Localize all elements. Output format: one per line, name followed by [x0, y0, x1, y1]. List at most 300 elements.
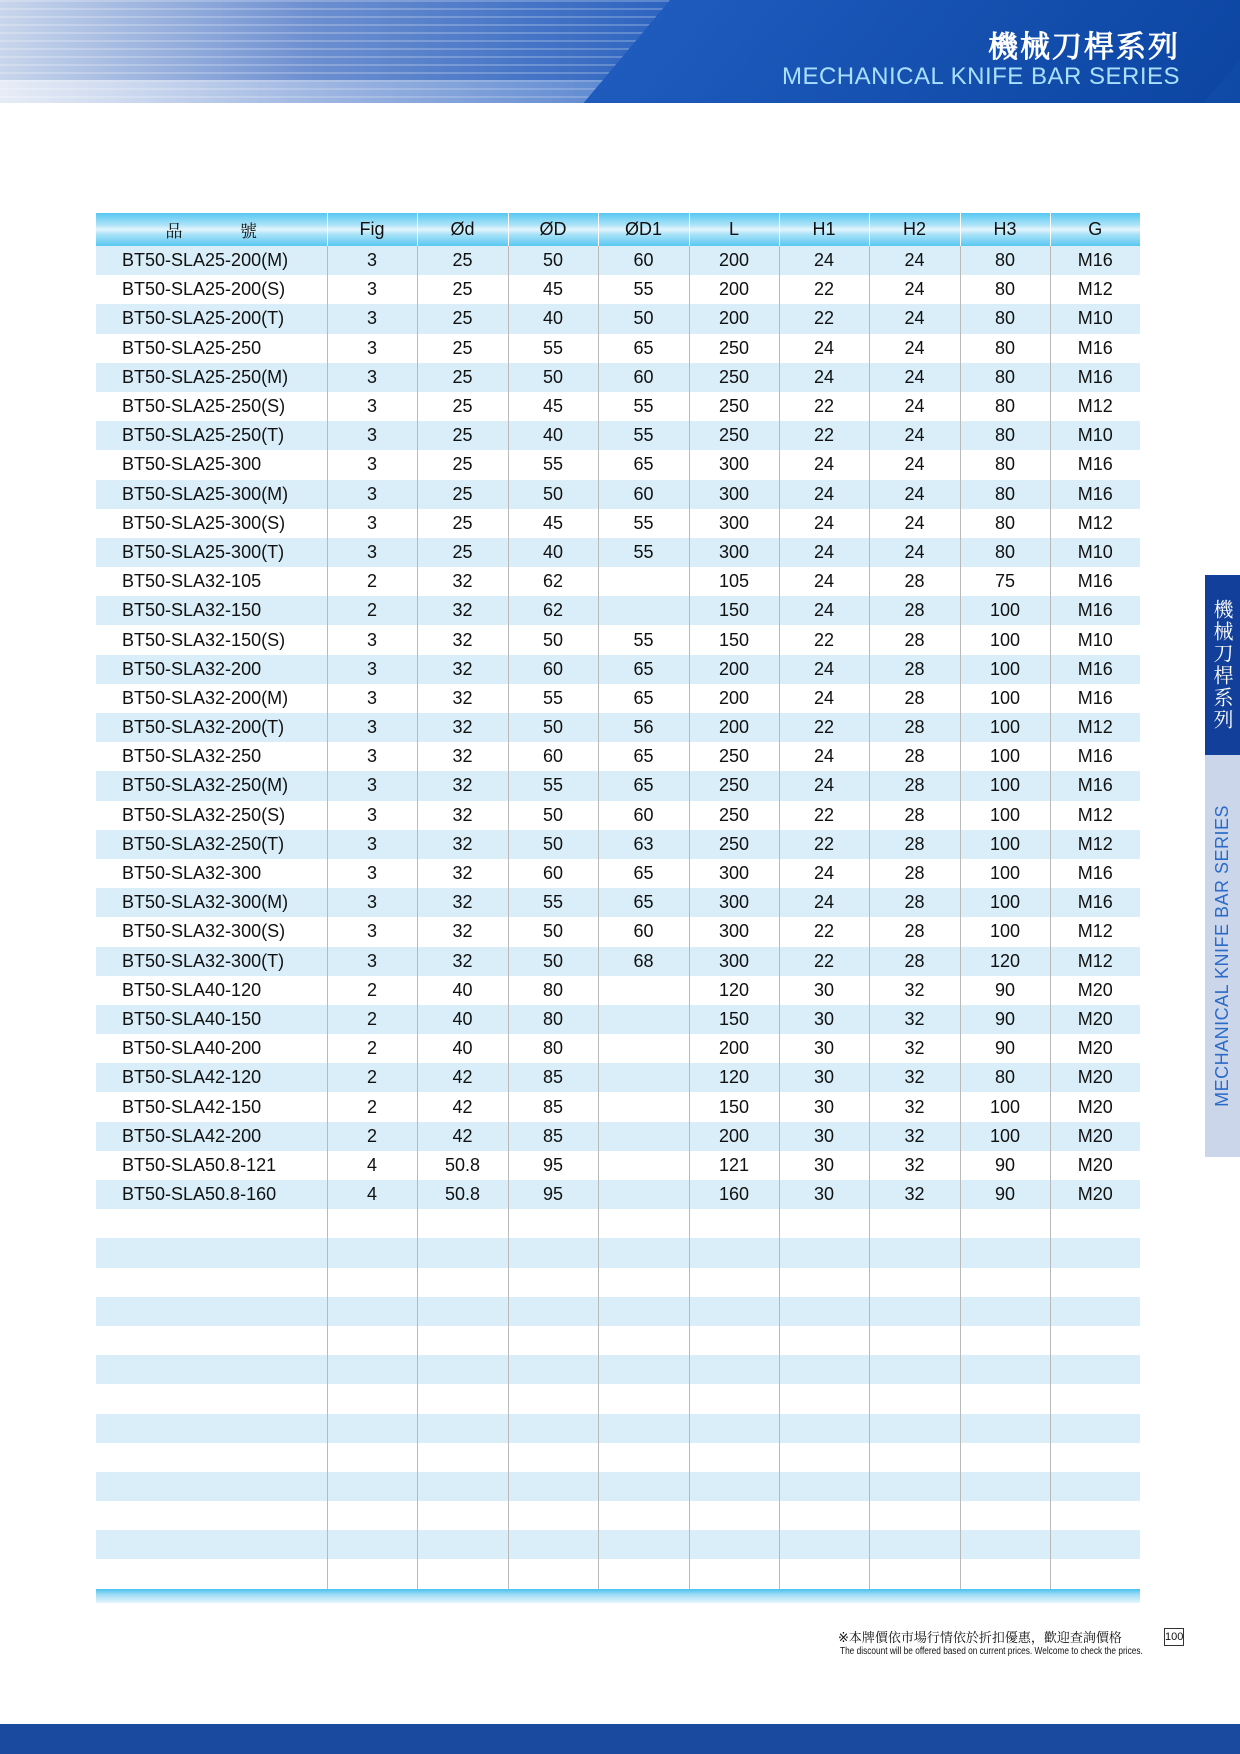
table-cell: 32 [869, 1151, 960, 1180]
table-cell: 55 [598, 509, 689, 538]
table-cell: 24 [869, 392, 960, 421]
part-number-cell: BT50-SLA32-300(T) [96, 947, 327, 976]
table-cell: 45 [508, 275, 598, 304]
part-number-cell: BT50-SLA50.8-121 [122, 1154, 277, 1175]
table-cell: 28 [869, 567, 960, 596]
table-cell: 24 [779, 684, 869, 713]
empty-cell [779, 1355, 869, 1384]
table-cell: 24 [779, 509, 869, 538]
table-cell: M16 [1050, 246, 1140, 275]
table-row [96, 859, 1140, 888]
empty-table-row [96, 1355, 1140, 1384]
table-body [96, 246, 1140, 1589]
table-cell: 65 [598, 655, 689, 684]
table-cell: M20 [1050, 1034, 1140, 1063]
table-row [96, 684, 1140, 713]
table-cell: 32 [869, 1180, 960, 1209]
table-cell: 68 [598, 947, 689, 976]
table-row [96, 1063, 1140, 1092]
empty-cell [1050, 1443, 1140, 1472]
table-row [96, 742, 1140, 771]
table-cell: 90 [960, 1151, 1050, 1180]
part-number-cell: BT50-SLA25-300 [122, 454, 262, 475]
part-number-cell: BT50-SLA32-150(S) [122, 629, 286, 650]
table-cell: 24 [869, 509, 960, 538]
table-cell: 3 [327, 538, 417, 567]
table-cell: M20 [1050, 1122, 1140, 1151]
table-cell: 24 [779, 334, 869, 363]
part-number-cell: BT50-SLA42-200 [96, 1122, 327, 1151]
table-cell: 65 [598, 859, 689, 888]
table-cell [598, 567, 689, 596]
table-cell: 55 [598, 625, 689, 654]
part-number-cell: BT50-SLA42-150 [122, 1096, 262, 1117]
table-cell: 100 [960, 1092, 1050, 1121]
table-cell: 2 [327, 596, 417, 625]
empty-cell [689, 1384, 779, 1413]
empty-cell [598, 1297, 689, 1326]
table-cell: 200 [689, 655, 779, 684]
empty-cell [869, 1501, 960, 1530]
empty-cell [960, 1297, 1050, 1326]
empty-cell [417, 1297, 508, 1326]
header-title-en: MECHANICAL KNIFE BAR SERIES [781, 63, 1180, 90]
price-note-zh: ※本牌價依市場行情依於折扣優惠，歡迎查詢價格 [838, 1631, 1122, 1646]
table-cell: 95 [508, 1180, 598, 1209]
table-cell: 22 [779, 421, 869, 450]
table-cell: 2 [327, 1005, 417, 1034]
table-cell: 28 [869, 625, 960, 654]
table-cell: 50.8 [417, 1151, 508, 1180]
empty-cell [1050, 1297, 1140, 1326]
table-row [96, 1034, 1140, 1063]
empty-cell [96, 1268, 327, 1297]
spec-table [96, 213, 1140, 1589]
table-cell: 3 [327, 392, 417, 421]
empty-cell [598, 1443, 689, 1472]
table-cell: 250 [689, 742, 779, 771]
part-number-cell: BT50-SLA42-120 [96, 1063, 327, 1092]
empty-table-row [96, 1268, 1140, 1297]
table-row [96, 596, 1140, 625]
table-cell: 80 [960, 480, 1050, 509]
table-cell: 32 [869, 1122, 960, 1151]
table-row [96, 1005, 1140, 1034]
table-cell: 30 [779, 1180, 869, 1209]
empty-cell [869, 1384, 960, 1413]
table-bottom-bar [96, 1589, 1140, 1603]
table-cell: 100 [960, 596, 1050, 625]
empty-cell [327, 1443, 417, 1472]
table-cell: 24 [779, 363, 869, 392]
table-cell: 62 [508, 596, 598, 625]
empty-cell [1050, 1414, 1140, 1443]
table-cell: 250 [689, 392, 779, 421]
part-number-cell: BT50-SLA40-200 [122, 1038, 262, 1059]
empty-cell [508, 1209, 598, 1238]
empty-cell [417, 1501, 508, 1530]
table-cell: 3 [327, 480, 417, 509]
table-cell: 32 [869, 1092, 960, 1121]
table-cell: 50 [508, 917, 598, 946]
table-cell: 22 [779, 947, 869, 976]
table-cell: 28 [869, 713, 960, 742]
empty-cell [96, 1559, 327, 1588]
part-number-cell: BT50-SLA25-250(T) [96, 421, 327, 450]
empty-cell [96, 1355, 327, 1384]
table-cell: 55 [598, 538, 689, 567]
table-cell: 25 [417, 538, 508, 567]
empty-cell [96, 1209, 327, 1238]
column-header: H2 [869, 213, 960, 246]
table-cell: 80 [508, 1005, 598, 1034]
part-number-cell: BT50-SLA25-200(M) [96, 246, 327, 275]
column-header: ØD1 [598, 213, 689, 246]
table-cell: M12 [1050, 713, 1140, 742]
table-cell: 3 [327, 684, 417, 713]
table-cell: 80 [960, 392, 1050, 421]
empty-cell [96, 1297, 327, 1326]
table-cell: 100 [960, 742, 1050, 771]
column-header: ØD [508, 213, 598, 246]
table-cell: 65 [598, 334, 689, 363]
table-cell: 3 [327, 334, 417, 363]
table-row [96, 304, 1140, 333]
table-cell: M12 [1050, 509, 1140, 538]
table-cell: 60 [508, 742, 598, 771]
empty-cell [417, 1209, 508, 1238]
table-row [96, 976, 1140, 1005]
table-cell: 100 [960, 801, 1050, 830]
table-cell: 28 [869, 655, 960, 684]
table-cell: 200 [689, 304, 779, 333]
table-cell: 2 [327, 976, 417, 1005]
table-cell: 3 [327, 713, 417, 742]
table-cell: 25 [417, 275, 508, 304]
table-cell [598, 1034, 689, 1063]
table-cell: 300 [689, 947, 779, 976]
table-cell: 3 [327, 509, 417, 538]
table-cell: 150 [689, 1005, 779, 1034]
table-cell: 45 [508, 392, 598, 421]
table-cell: M10 [1050, 538, 1140, 567]
empty-cell [327, 1268, 417, 1297]
table-cell: 3 [327, 917, 417, 946]
empty-cell [508, 1414, 598, 1443]
table-cell: 40 [417, 1005, 508, 1034]
table-cell: 105 [689, 567, 779, 596]
empty-cell [689, 1472, 779, 1501]
table-cell: M20 [1050, 1180, 1140, 1209]
table-cell: 60 [598, 363, 689, 392]
table-cell: 100 [960, 888, 1050, 917]
empty-cell [869, 1238, 960, 1267]
table-cell: 121 [689, 1151, 779, 1180]
table-cell: 50 [508, 625, 598, 654]
empty-cell [689, 1268, 779, 1297]
table-cell: 32 [417, 947, 508, 976]
empty-cell [598, 1355, 689, 1384]
table-cell: 24 [779, 888, 869, 917]
table-row [96, 450, 1140, 479]
table-cell: 24 [869, 334, 960, 363]
empty-cell [960, 1472, 1050, 1501]
table-cell: M12 [1050, 801, 1140, 830]
table-cell: 65 [598, 684, 689, 713]
table-cell: 4 [327, 1151, 417, 1180]
table-row [96, 275, 1140, 304]
table-cell: 28 [869, 771, 960, 800]
table-cell: 250 [689, 363, 779, 392]
empty-cell [598, 1326, 689, 1355]
empty-cell [779, 1326, 869, 1355]
table-cell: M20 [1050, 1005, 1140, 1034]
table-cell: 40 [508, 421, 598, 450]
empty-cell [869, 1472, 960, 1501]
table-row [96, 655, 1140, 684]
table-cell: 3 [327, 246, 417, 275]
table-cell: 250 [689, 830, 779, 859]
table-cell: 55 [508, 334, 598, 363]
table-cell: 32 [417, 917, 508, 946]
table-cell: 90 [960, 976, 1050, 1005]
empty-cell [779, 1268, 869, 1297]
page-header [0, 0, 1240, 103]
table-cell: 32 [869, 1034, 960, 1063]
table-cell: 22 [779, 304, 869, 333]
table-cell: 3 [327, 655, 417, 684]
table-cell: 2 [327, 567, 417, 596]
table-cell: M12 [1050, 947, 1140, 976]
empty-cell [417, 1530, 508, 1559]
table-row [96, 771, 1140, 800]
table-cell: 40 [508, 538, 598, 567]
empty-cell [508, 1559, 598, 1588]
empty-cell [598, 1472, 689, 1501]
table-cell: 50 [508, 246, 598, 275]
table-cell: 80 [508, 1034, 598, 1063]
table-cell: 28 [869, 947, 960, 976]
empty-cell [508, 1501, 598, 1530]
empty-cell [689, 1297, 779, 1326]
table-cell: 24 [869, 275, 960, 304]
table-cell: 25 [417, 450, 508, 479]
empty-cell [508, 1530, 598, 1559]
table-cell: 24 [779, 859, 869, 888]
empty-table-row [96, 1297, 1140, 1326]
column-header: L [689, 213, 779, 246]
column-header: 品 號 [96, 213, 327, 246]
part-number-cell: BT50-SLA32-250(S) [122, 804, 286, 825]
table-cell: 24 [869, 450, 960, 479]
table-row [96, 567, 1140, 596]
empty-cell [598, 1501, 689, 1530]
table-cell: 24 [779, 567, 869, 596]
table-cell: 85 [508, 1092, 598, 1121]
empty-cell [327, 1326, 417, 1355]
table-cell: 50 [598, 304, 689, 333]
table-cell: 30 [779, 976, 869, 1005]
empty-cell [598, 1384, 689, 1413]
table-cell: 24 [779, 596, 869, 625]
part-number-cell: BT50-SLA32-250(T) [96, 830, 327, 859]
part-number-cell: BT50-SLA32-200 [96, 655, 327, 684]
part-number-cell: BT50-SLA32-250(M) [96, 771, 327, 800]
part-number-cell: BT50-SLA32-150 [96, 596, 327, 625]
table-cell: 3 [327, 625, 417, 654]
table-row [96, 1180, 1140, 1209]
column-header: H3 [960, 213, 1050, 246]
table-cell: 40 [417, 976, 508, 1005]
empty-cell [1050, 1472, 1140, 1501]
table-cell [598, 1151, 689, 1180]
table-cell: M12 [1050, 830, 1140, 859]
part-number-cell: BT50-SLA25-200(S) [122, 279, 286, 300]
empty-cell [96, 1384, 327, 1413]
empty-cell [960, 1384, 1050, 1413]
empty-cell [779, 1209, 869, 1238]
table-cell: 250 [689, 421, 779, 450]
table-cell: 100 [960, 684, 1050, 713]
empty-cell [779, 1297, 869, 1326]
table-cell: 42 [417, 1122, 508, 1151]
table-cell: 50.8 [417, 1180, 508, 1209]
table-cell: 32 [417, 713, 508, 742]
table-cell: 200 [689, 246, 779, 275]
table-cell: 28 [869, 859, 960, 888]
empty-cell [96, 1501, 327, 1530]
table-cell: 25 [417, 480, 508, 509]
empty-table-row [96, 1472, 1140, 1501]
table-cell: 2 [327, 1122, 417, 1151]
table-cell: 300 [689, 480, 779, 509]
table-cell: 25 [417, 363, 508, 392]
empty-cell [689, 1443, 779, 1472]
table-row [96, 1151, 1140, 1180]
table-cell: 42 [417, 1063, 508, 1092]
part-number-cell: BT50-SLA25-200(T) [96, 304, 327, 333]
empty-table-row [96, 1414, 1140, 1443]
table-cell: 22 [779, 917, 869, 946]
empty-cell [417, 1559, 508, 1588]
table-cell: 24 [779, 450, 869, 479]
table-cell: 150 [689, 596, 779, 625]
empty-cell [689, 1238, 779, 1267]
table-cell: 80 [960, 538, 1050, 567]
price-note-en: The discount will be offered based on current prices. Welcome to check the prices. [840, 1646, 1143, 1657]
table-cell: 30 [779, 1005, 869, 1034]
empty-cell [960, 1238, 1050, 1267]
table-cell: 32 [869, 976, 960, 1005]
table-cell: M12 [1050, 275, 1140, 304]
table-cell: 100 [960, 917, 1050, 946]
empty-cell [417, 1326, 508, 1355]
table-row [96, 713, 1140, 742]
empty-cell [417, 1443, 508, 1472]
empty-cell [508, 1238, 598, 1267]
table-cell [598, 1092, 689, 1121]
table-cell: 80 [960, 363, 1050, 392]
table-row [96, 917, 1140, 946]
table-cell: M20 [1050, 1092, 1140, 1121]
table-cell: M16 [1050, 334, 1140, 363]
table-cell: 3 [327, 363, 417, 392]
table-cell: 85 [508, 1063, 598, 1092]
table-cell: 32 [869, 1063, 960, 1092]
table-cell: 65 [598, 771, 689, 800]
table-cell: 28 [869, 917, 960, 946]
table-cell: 24 [779, 771, 869, 800]
empty-cell [689, 1414, 779, 1443]
table-cell: 22 [779, 713, 869, 742]
table-cell: 90 [960, 1180, 1050, 1209]
table-cell: 80 [508, 976, 598, 1005]
empty-cell [869, 1559, 960, 1588]
empty-table-row [96, 1501, 1140, 1530]
empty-cell [960, 1414, 1050, 1443]
table-cell: 60 [508, 655, 598, 684]
table-cell: 300 [689, 538, 779, 567]
table-cell: M16 [1050, 567, 1140, 596]
empty-cell [960, 1501, 1050, 1530]
column-header: H1 [779, 213, 869, 246]
empty-cell [869, 1209, 960, 1238]
part-number-cell: BT50-SLA32-300(S) [122, 921, 286, 942]
table-cell: 80 [960, 246, 1050, 275]
table-cell [598, 976, 689, 1005]
table-cell: M20 [1050, 1063, 1140, 1092]
empty-cell [96, 1414, 327, 1443]
table-cell: 80 [960, 450, 1050, 479]
table-cell: 50 [508, 947, 598, 976]
table-cell: 22 [779, 275, 869, 304]
table-cell: 60 [508, 859, 598, 888]
table-cell: 3 [327, 888, 417, 917]
table-cell: 50 [508, 801, 598, 830]
table-header-row [96, 213, 1140, 246]
table-cell: 2 [327, 1092, 417, 1121]
table-cell: 2 [327, 1063, 417, 1092]
empty-cell [327, 1238, 417, 1267]
table-cell: 50 [508, 480, 598, 509]
empty-cell [508, 1297, 598, 1326]
table-cell: 3 [327, 947, 417, 976]
table-cell: 80 [960, 304, 1050, 333]
empty-cell [960, 1268, 1050, 1297]
table-row [96, 392, 1140, 421]
empty-cell [779, 1472, 869, 1501]
empty-cell [1050, 1326, 1140, 1355]
empty-cell [689, 1501, 779, 1530]
empty-cell [327, 1384, 417, 1413]
table-cell: 40 [417, 1034, 508, 1063]
empty-cell [869, 1414, 960, 1443]
table-cell: M16 [1050, 596, 1140, 625]
part-number-cell: BT50-SLA25-250(M) [96, 363, 327, 392]
table-cell: 90 [960, 1034, 1050, 1063]
table-cell: 300 [689, 509, 779, 538]
empty-cell [1050, 1238, 1140, 1267]
table-cell: 200 [689, 713, 779, 742]
empty-cell [417, 1384, 508, 1413]
header-light-band [0, 80, 680, 103]
table-row [96, 625, 1140, 654]
table-cell: 24 [869, 363, 960, 392]
table-row [96, 1092, 1140, 1121]
part-number-cell: BT50-SLA40-120 [122, 979, 262, 1000]
table-cell: 3 [327, 450, 417, 479]
footer-bar [0, 1724, 1240, 1754]
